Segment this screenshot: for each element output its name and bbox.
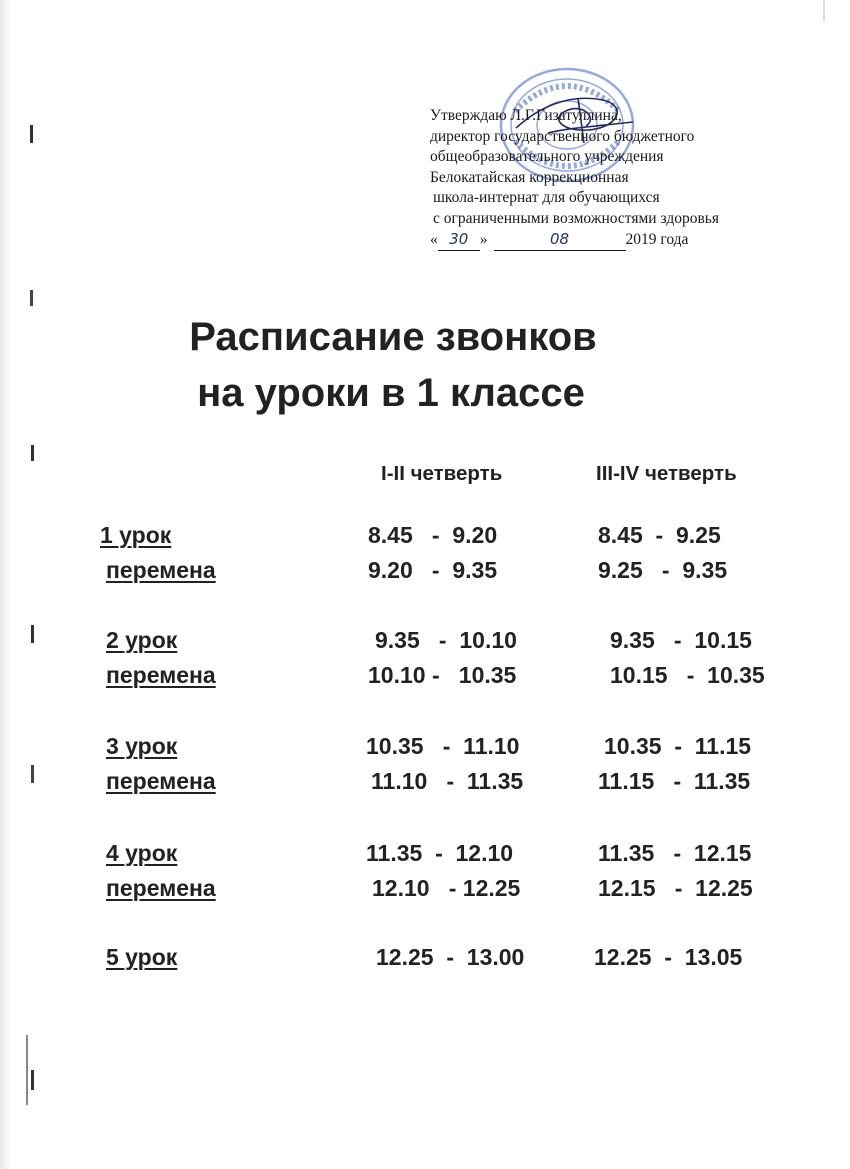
row-time-term-2: 9.25 - 9.35 [598,557,728,583]
row-time-term-1: 11.35 - 12.10 [366,840,514,866]
row-label: 5 урок [106,944,178,970]
row-label: перемена [106,875,216,901]
approval-line-position: директор государственного бюджетного [430,127,695,145]
date-open-quote: « [430,231,438,248]
row-time-term-1: 12.10 - 12.25 [372,875,521,901]
date-close-quote: » [479,231,488,248]
schedule-row [0,733,850,763]
row-label: 3 урок [106,733,178,759]
schedule-row [0,662,850,692]
row-label: 4 урок [106,840,178,866]
schedule-row [0,944,850,974]
approval-line-school-type: школа-интернат для обучающихся [433,189,660,206]
column-header-term-1: I-II четверть [381,462,503,485]
row-time-term-1: 8.45 - 9.20 [368,522,498,548]
schedule-row [0,840,850,870]
row-time-term-2: 10.15 - 10.35 [610,662,765,688]
row-time-term-1: 10.10 - 10.35 [368,662,517,688]
schedule-row [0,557,850,587]
page-title-line-1: Расписание звонков [189,315,597,359]
row-time-term-1: 9.20 - 9.35 [368,557,498,583]
row-label: 1 урок [100,522,172,548]
schedule-row [0,627,850,657]
row-label: 2 урок [106,627,178,653]
schedule-row [0,522,850,552]
date-day: 30 [438,229,480,251]
approval-line-institution: общеобразовательного учреждения [430,148,664,165]
row-time-term-1: 12.25 - 13.00 [376,944,525,970]
row-time-term-2: 11.15 - 11.35 [598,768,751,794]
row-time-term-1: 11.10 - 11.35 [371,768,524,794]
approval-block [430,106,830,250]
date-year: 2019 года [625,231,689,248]
schedule-row [0,875,850,905]
row-label: перемена [106,768,216,794]
page-title-line-2: на уроки в 1 классе [197,371,585,415]
row-time-term-2: 11.35 - 12.15 [598,840,752,866]
row-time-term-2: 9.35 - 10.15 [610,627,752,653]
row-label: перемена [106,557,216,583]
row-label: перемена [106,662,216,688]
row-time-term-1: 10.35 - 11.10 [366,733,520,759]
approval-line-approve: Утверждаю Л.Г.Гизатуллина, [430,107,622,124]
approval-line-school-name: Белокатайская коррекционная [430,168,629,186]
approval-date [430,229,830,250]
row-time-term-2: 8.45 - 9.25 [598,522,721,548]
date-month: 08 [494,229,626,251]
column-header-term-2: III-IV четверть [596,462,737,485]
row-time-term-2: 12.15 - 12.25 [598,875,753,901]
schedule-row [0,768,850,798]
row-time-term-2: 10.35 - 11.15 [604,733,752,759]
row-time-term-2: 12.25 - 13.05 [594,944,743,970]
approval-line-disabilities: с ограниченными возможностями здоровья [433,209,719,227]
row-time-term-1: 9.35 - 10.10 [375,627,517,653]
